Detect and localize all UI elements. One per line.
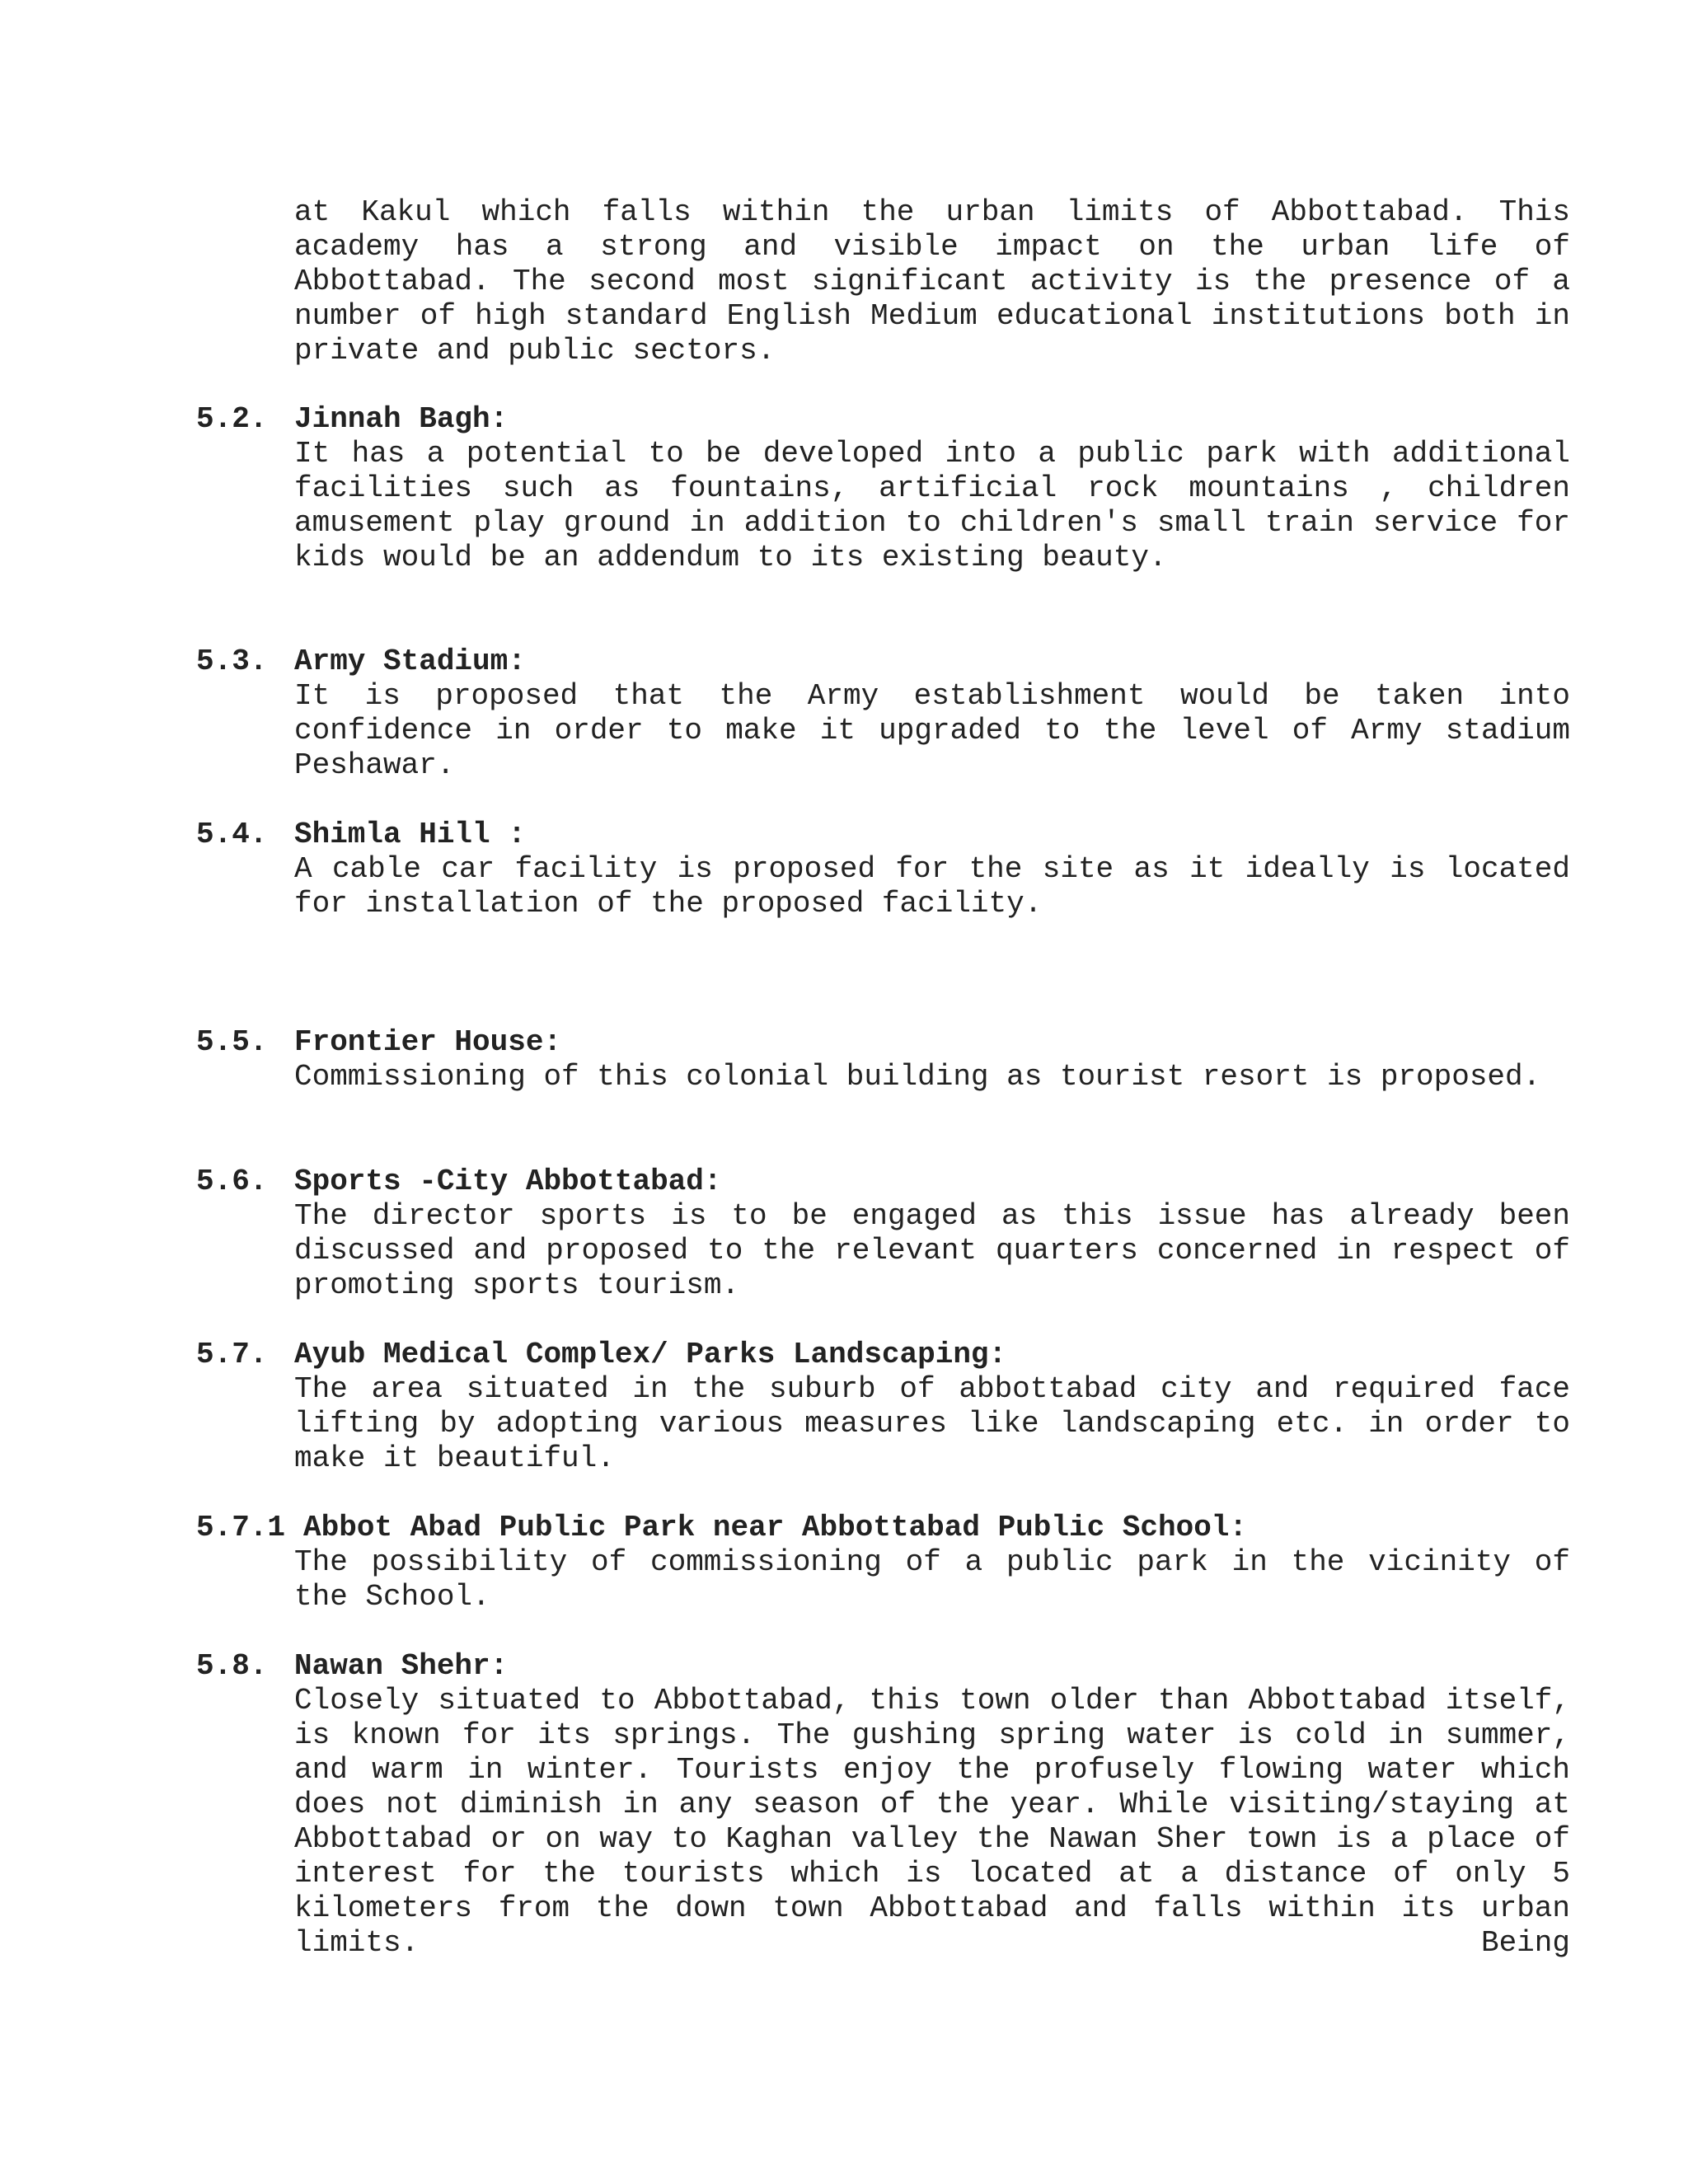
- section-title: Frontier House:: [294, 1025, 562, 1059]
- section-text-abbot-abad-public-park: The possibility of commissioning of a public park in the vicinity of the School.: [294, 1545, 1570, 1614]
- section-heading-nawan-shehr: [196, 1649, 1581, 1684]
- section-title: Ayub Medical Complex/ Parks Landscaping:: [294, 1338, 1007, 1371]
- section-heading-ayub-medical-complex: [196, 1338, 1581, 1372]
- section-number: 5.8.: [196, 1649, 268, 1683]
- section-heading-sports-city: [196, 1165, 1581, 1199]
- section-heading-jinnah-bagh: [196, 402, 1581, 437]
- section-text-sports-city: The director sports is to be engaged as this issue has already been discussed and proposed to the relevant quarters concerned in respect of promoting sports tourism.: [294, 1199, 1570, 1302]
- section-text-army-stadium: It is proposed that the Army establishment would be taken into confidence in order to make it upgraded to the level of Army stadium Peshawar.: [294, 679, 1570, 782]
- section-number: 5.6.: [196, 1165, 268, 1198]
- section-heading-shimla-hill: [196, 818, 1581, 852]
- section-title: Army Stadium:: [294, 644, 526, 678]
- section-title: Sports -City Abbottabad:: [294, 1165, 722, 1198]
- section-title: Jinnah Bagh:: [294, 402, 509, 436]
- section-text-frontier-house: Commissioning of this colonial building as tourist resort is proposed.: [294, 1060, 1541, 1094]
- section-text-shimla-hill: A cable car facility is proposed for the site as it ideally is located for installation of the proposed facility.: [294, 852, 1570, 921]
- intro-paragraph: at Kakul which falls within the urban limits of Abbottabad. This academy has a strong and visible impact on the urban life of Abbottabad. The second most significant activity is the presence of a number of high standard English Medium educational institutions both in private and public sectors.: [294, 195, 1570, 368]
- section-text-jinnah-bagh: It has a potential to be developed into a public park with additional facilities such as fountains, artificial rock mountains , children amusement play ground in addition to children's small train service for kids would be an addendum to its existing beauty.: [294, 437, 1570, 574]
- section-number: 5.2.: [196, 402, 268, 436]
- section-text-nawan-shehr: Closely situated to Abbottabad, this town older than Abbottabad itself, is known for its springs. The gushing spring water is cold in summer, and warm in winter. Tourists enjoy the profusely flowing water which does not diminish in any season of the year. While visiting/staying at Abbottabad or on way to Kaghan valley the Nawan Sher town is a place of interest for the tourists which is located at a distance of only 5 kilometers from the down town Abbottabad and falls within its urban limits. Being: [294, 1684, 1570, 1960]
- section-number: 5.3.: [196, 644, 268, 678]
- section-number: 5.7.1: [196, 1511, 286, 1544]
- section-heading-abbot-abad-public-park: [196, 1511, 1581, 1545]
- section-text-ayub-medical-complex: The area situated in the suburb of abbottabad city and required face lifting by adopting various measures like landscaping etc. in order to make it beautiful.: [294, 1372, 1570, 1475]
- section-number: 5.5.: [196, 1025, 268, 1059]
- section-title: Shimla Hill :: [294, 818, 526, 851]
- section-number: 5.7.: [196, 1338, 268, 1371]
- section-title: Nawan Shehr:: [294, 1649, 509, 1683]
- section-heading-frontier-house: [196, 1025, 1581, 1060]
- section-title: Abbot Abad Public Park near Abbottabad Public School:: [303, 1511, 1248, 1544]
- section-heading-army-stadium: [196, 644, 1581, 679]
- section-number: 5.4.: [196, 818, 268, 851]
